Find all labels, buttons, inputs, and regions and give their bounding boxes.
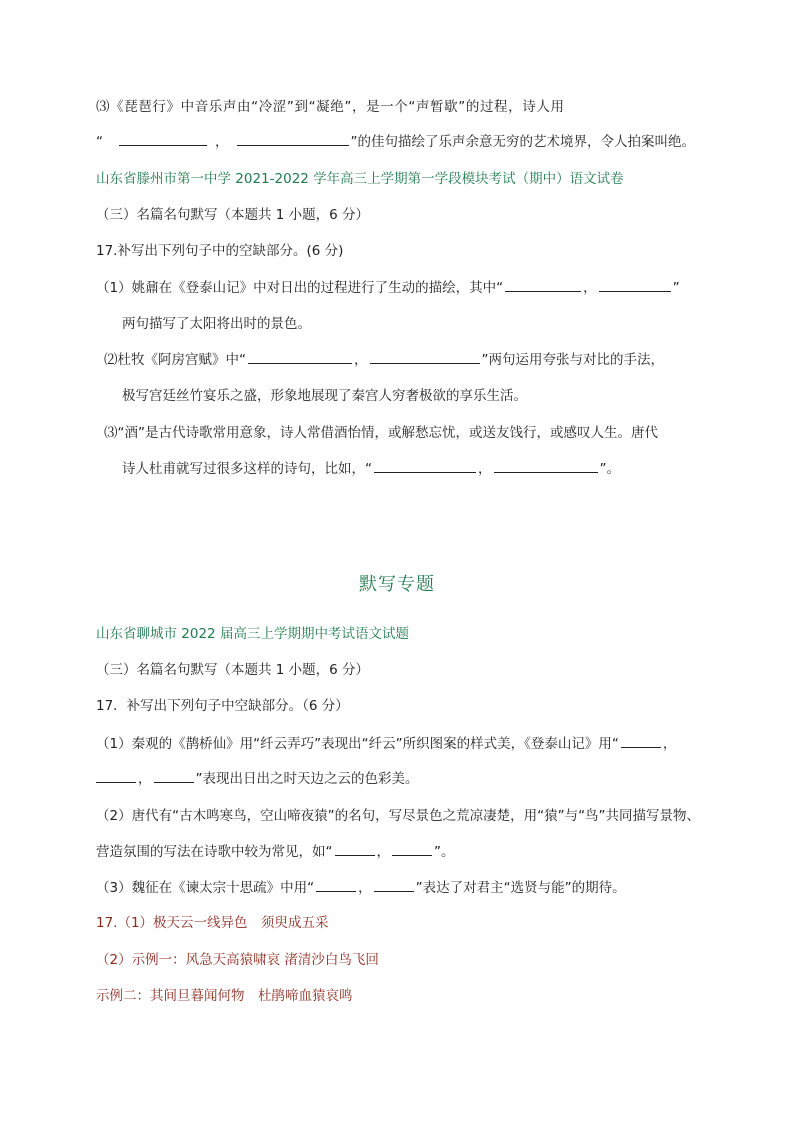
item-text: ⑵杜牧《阿房宫赋》中“ — [104, 352, 246, 368]
open-quote: “ — [96, 134, 103, 150]
question-item-2 — [104, 350, 664, 370]
answer-blank[interactable] — [119, 132, 207, 146]
question-item-1 — [96, 734, 676, 754]
answer-blank[interactable] — [374, 459, 476, 473]
answer-blank[interactable] — [237, 132, 349, 146]
section-heading: （三）名篇名句默写（本题共 1 小题，6 分） — [96, 207, 370, 223]
separator: ， — [662, 736, 677, 752]
item-text: （3）魏征在《谏太宗十思疏》中用“ — [96, 880, 315, 896]
q3-tail: ”的佳句描绘了乐声余意无穷的艺术境界，令人拍案叫绝。 — [350, 134, 695, 150]
item-text: ”。 — [599, 461, 620, 477]
question-stem: 17.补写出下列句子中的空缺部分。(6 分) — [96, 243, 344, 259]
answer-blank[interactable] — [154, 769, 194, 783]
answer-line-1: 17.（1）极天云一线异色 须臾成五采 — [96, 915, 329, 931]
answer-blank[interactable] — [505, 278, 581, 292]
answer-blank[interactable] — [316, 878, 356, 892]
source-label: 山东省聊城市 2022 届高三上学期期中考试语文试题 — [96, 626, 409, 642]
q3-line-2 — [96, 132, 695, 152]
question-item-2: （2）唐代有“古木鸣寒鸟，空山啼夜猿”的名句，写尽景色之荒凉凄楚，用“猿”与“鸟”共同描写景物、 — [96, 808, 701, 824]
separator: ， — [478, 461, 492, 477]
separator: ， — [583, 280, 597, 296]
item-text: ” — [672, 280, 680, 296]
answer-blank[interactable] — [621, 734, 661, 748]
answer-blank[interactable] — [96, 769, 136, 783]
item-text: （1）姚鼐在《登泰山记》中对日出的过程进行了生动的描绘，其中“ — [96, 280, 504, 296]
question-item-1 — [96, 278, 680, 298]
separator: ， — [376, 844, 390, 860]
question-stem: 17．补写出下列句子中空缺部分。（6 分） — [96, 698, 349, 714]
q3-line-1: ⑶《琵琶行》中音乐声由“冷涩”到“凝绝”，是一个“声暂歇”的过程，诗人用 — [96, 99, 565, 115]
question-item-3: ⑶“酒”是古代诗歌常用意象，诗人常借酒怡情，或解愁忘忧，或送友饯行，或感叹人生。唐代 — [104, 425, 658, 441]
answer-blank[interactable] — [335, 842, 375, 856]
item-text: ”表达了对君主“选贤与能”的期待。 — [415, 880, 626, 896]
item-text: ”。 — [434, 844, 455, 860]
answer-blank[interactable] — [392, 842, 432, 856]
separator: ， — [138, 771, 152, 787]
item-text: 营造氛围的写法在诗歌中较为常见，如“ — [96, 844, 333, 860]
answer-blank[interactable] — [248, 350, 352, 364]
separator: ， — [358, 880, 372, 896]
question-item-1-cont — [96, 769, 419, 789]
answer-line-3: 示例二：其间旦暮闻何物 杜鹃啼血猿哀鸣 — [96, 988, 353, 1004]
source-label: 山东省滕州市第一中学 2021-2022 学年高三上学期第一学段模块考试（期中）语文试卷 — [96, 171, 624, 187]
answer-blank[interactable] — [374, 878, 414, 892]
item-text: （1）秦观的《鹊桥仙》用“纤云弄巧”表现出“纤云”所织图案的样式美，《登泰山记》用“ — [96, 736, 619, 752]
section-heading: （三）名篇名句默写（本题共 1 小题，6 分） — [96, 662, 370, 678]
page-title: 默写专题 — [359, 574, 435, 595]
item-text: ”两句运用夸张与对比的手法， — [481, 352, 664, 368]
answer-blank[interactable] — [370, 350, 480, 364]
question-item-3 — [96, 878, 626, 898]
separator: ， — [354, 352, 368, 368]
answer-blank[interactable] — [599, 278, 671, 292]
item-text: ”表现出日出之时天边之云的色彩美。 — [195, 771, 419, 787]
question-item-1-cont: 两句描写了太阳将出时的景色。 — [122, 316, 311, 332]
item-text: 诗人杜甫就写过很多这样的诗句，比如，“ — [122, 461, 372, 477]
question-item-3-cont — [122, 459, 620, 479]
question-item-2-cont — [96, 842, 455, 862]
separator: ， — [215, 134, 229, 150]
answer-blank[interactable] — [494, 459, 598, 473]
question-item-2-cont: 极写宫廷丝竹宴乐之盛，形象地展现了秦宫人穷奢极欲的享乐生活。 — [122, 388, 527, 404]
answer-line-2: （2）示例一：风急天高猿啸哀 渚清沙白鸟飞回 — [96, 952, 379, 968]
